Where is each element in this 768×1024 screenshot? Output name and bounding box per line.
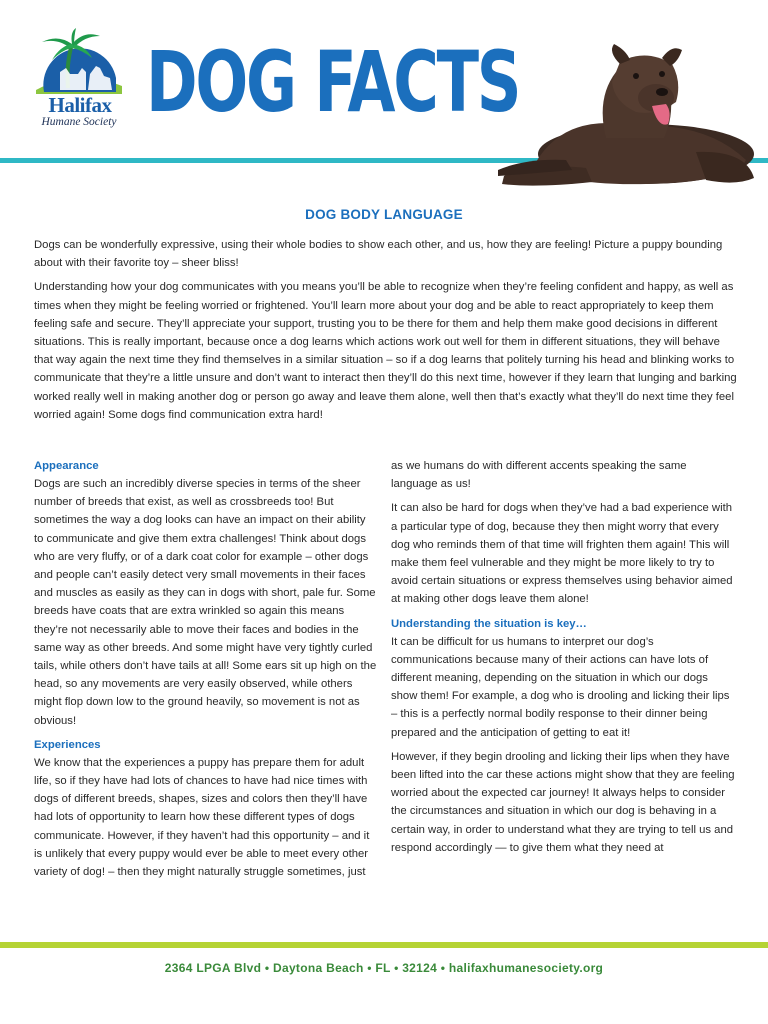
footer-address: 2364 LPGA Blvd • Daytona Beach • FL • 32124 • halifaxhumanesociety.org xyxy=(164,961,604,975)
experiences-heading: Experiences xyxy=(34,738,101,751)
section-title: DOG BODY LANGUAGE xyxy=(305,207,463,222)
logo-org-subtitle: Humane Society xyxy=(41,116,117,128)
left-column xyxy=(34,457,378,881)
situation-text-2: However, if they begin drooling and licking their lips when they have been lifted into the car these actions might show that they are feeling worried about the expected car journey! It always helps to consider the circumstances and situation in which our dog is behaving in a certain way, in order to understand what they are trying to tell us and respond accordingly — to give them what they need at xyxy=(391,750,735,854)
logo-org-name: Halifax xyxy=(48,93,112,117)
halifax-humane-society-logo xyxy=(30,28,126,138)
page-header xyxy=(0,0,768,190)
bad-experience-text: It can also be hard for dogs when they’ve had a bad experience with a particular type of dog, because they then might worry that every dog who reminds them of that time will frighten them again! This will make them feel vulnerable and they might be more likely to try to avoid certain situations or express themselves using behavior aimed at making other dogs leave them alone! xyxy=(391,502,733,606)
appearance-text: Dogs are such an incredibly diverse species in terms of the sheer number of breeds that exist, as well as crossbreeds too! But sometimes the way a dog looks can have an impact on their ability to communicate and give them extra challenges! Think about dogs who are very fluffy, or of a dark coat color for example – other dogs and people can’t easily detect very small movements in their faces and muscles as easily as they can in dogs with short, pale fur. Some breeds have coats that are extra wrinkled so again this means they’re not necessarily able to move their faces and bodies in the same way as other breeds. And some might have very tightly curled tails, while others don’t have tails at all! Some ears sit up high on the head, so any movements are very easily observed, while others might flop down low to the ground heavily, so movement is not as obvious! xyxy=(34,478,377,727)
page-title: DOG FACTS xyxy=(146,33,520,131)
experiences-text: We know that the experiences a puppy has prepare them for adult life, so if they have had lots of chances to have had nice times with dogs of different breeds, shapes, sizes and colors then they’ll have had lots of opportunity to learn how these different types of dogs communicate. However, if they haven’t had this opportunity – and it is unlikely that every puppy would ever be able to meet every other variety of dog! – then they might naturally struggle sometimes, just xyxy=(34,756,370,879)
palm-tree-icon xyxy=(30,28,126,98)
intro-paragraph-2: Understanding how your dog communicates with you means you’ll be able to recognize when they’re feeling confident and happy, as well as times when they might be feeling worried or frightened. You’ll learn more about your dog and be able to react appropriately to keep them feeling safe and secure. They’ll appreciate your support, trusting you to be there for them and help them make good decisions in different situations. This is really important, because once a dog learns which actions work out well for them in different situations, they will behave that way again the next time they find themselves in a similar situation – so if a dog learns that politely turning his head and blinking works to communicate that they’re a little unsure and don’t want to interact then they’ll do this next time, however if they learn that lunging and barking worked really well in making another dog or person go away and leave them alone, well then that’s exactly what they’ll do next time they feel worried again! Some dogs find communication extra hard! xyxy=(34,281,737,421)
footer-divider xyxy=(0,942,768,948)
intro-text xyxy=(34,236,738,430)
appearance-heading: Appearance xyxy=(34,460,99,472)
intro-paragraph-1: Dogs can be wonderfully expressive, using their whole bodies to show each other, and us, how they are feeling! Picture a puppy bounding about with their favorite toy – sheer bliss! xyxy=(34,239,723,270)
right-column xyxy=(391,457,735,857)
experiences-continued-text: as we humans do with different accents speaking the same language as us! xyxy=(391,460,687,491)
situation-text-1: It can be difficult for us humans to interpret our dog’s communications because many of their actions can have lots of different meaning, depending on the situation in which our dogs show them! For example, a dog who is drooling and licking their lips – this is a perfectly normal bodily response to their dinner being prepared and the anticipation of getting to eat it! xyxy=(391,635,730,739)
lying-dog-image xyxy=(496,42,758,190)
situation-heading: Understanding the situation is key… xyxy=(391,617,587,630)
